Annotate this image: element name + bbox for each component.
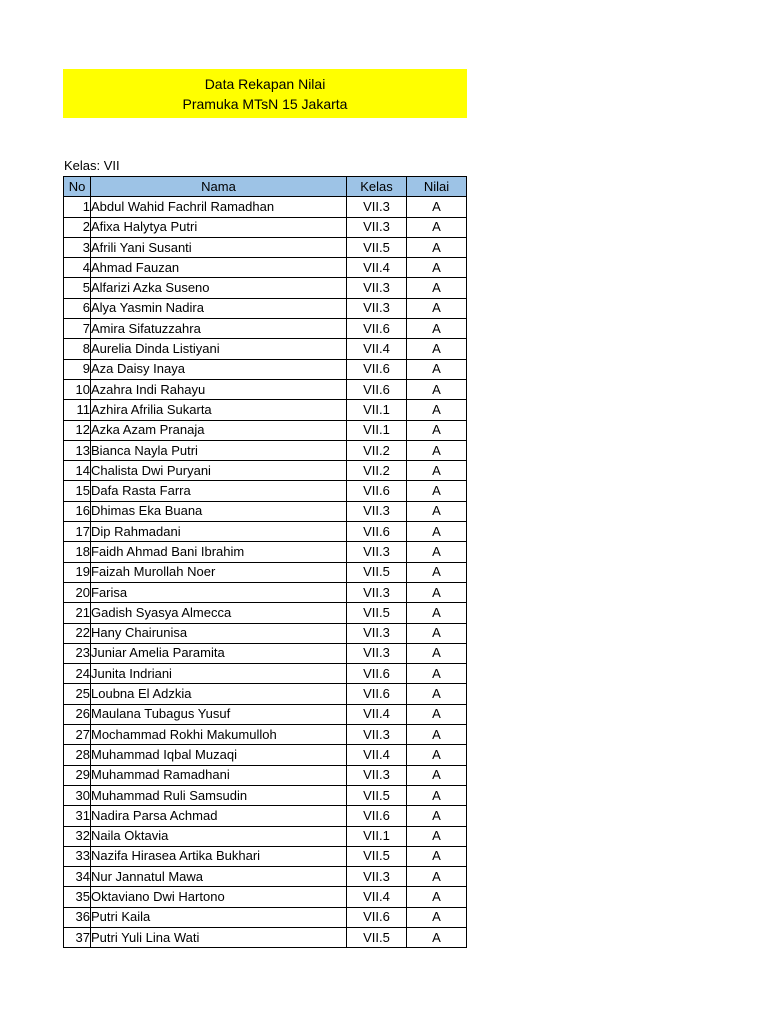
- grades-table: [63, 176, 467, 948]
- table-row: [64, 522, 467, 542]
- cell-nilai: A: [407, 684, 467, 704]
- cell-nama: Junita Indriani: [91, 664, 347, 684]
- cell-nilai: A: [407, 907, 467, 927]
- cell-kelas: VII.3: [347, 501, 407, 521]
- cell-nama: Farisa: [91, 582, 347, 602]
- cell-nama: Muhammad Ruli Samsudin: [91, 785, 347, 805]
- cell-no: 16: [64, 501, 91, 521]
- cell-kelas: VII.6: [347, 907, 407, 927]
- table-row: [64, 440, 467, 460]
- cell-nilai: A: [407, 826, 467, 846]
- cell-nilai: A: [407, 501, 467, 521]
- cell-nilai: A: [407, 278, 467, 298]
- header-no: No: [64, 177, 91, 197]
- cell-kelas: VII.5: [347, 562, 407, 582]
- cell-no: 31: [64, 806, 91, 826]
- cell-nama: Chalista Dwi Puryani: [91, 461, 347, 481]
- table-row: [64, 887, 467, 907]
- cell-nilai: A: [407, 867, 467, 887]
- cell-kelas: VII.6: [347, 684, 407, 704]
- cell-nilai: A: [407, 765, 467, 785]
- cell-kelas: VII.6: [347, 379, 407, 399]
- cell-no: 3: [64, 237, 91, 257]
- cell-kelas: VII.4: [347, 887, 407, 907]
- title-line-1: Data Rekapan Nilai: [204, 75, 326, 92]
- table-row: [64, 278, 467, 298]
- cell-nama: Aza Daisy Inaya: [91, 359, 347, 379]
- cell-nama: Nazifa Hirasea Artika Bukhari: [91, 846, 347, 866]
- cell-no: 28: [64, 745, 91, 765]
- cell-nilai: A: [407, 258, 467, 278]
- cell-nama: Muhammad Ramadhani: [91, 765, 347, 785]
- cell-no: 14: [64, 461, 91, 481]
- cell-no: 1: [64, 197, 91, 217]
- table-row: [64, 643, 467, 663]
- cell-kelas: VII.4: [347, 258, 407, 278]
- header-kelas: Kelas: [347, 177, 407, 197]
- cell-kelas: VII.6: [347, 806, 407, 826]
- cell-nilai: A: [407, 542, 467, 562]
- header-nilai: Nilai: [407, 177, 467, 197]
- class-label: Kelas: VII: [64, 158, 120, 173]
- cell-nilai: A: [407, 623, 467, 643]
- cell-kelas: VII.1: [347, 826, 407, 846]
- table-row: [64, 501, 467, 521]
- cell-nilai: A: [407, 562, 467, 582]
- table-row: [64, 319, 467, 339]
- cell-kelas: VII.3: [347, 278, 407, 298]
- table-row: [64, 664, 467, 684]
- table-row: [64, 542, 467, 562]
- cell-no: 35: [64, 887, 91, 907]
- table-row: [64, 704, 467, 724]
- cell-nama: Maulana Tubagus Yusuf: [91, 704, 347, 724]
- cell-no: 13: [64, 440, 91, 460]
- table-row: [64, 562, 467, 582]
- cell-nilai: A: [407, 440, 467, 460]
- cell-nama: Hany Chairunisa: [91, 623, 347, 643]
- cell-kelas: VII.5: [347, 846, 407, 866]
- table-row: [64, 339, 467, 359]
- table-row: [64, 745, 467, 765]
- cell-nilai: A: [407, 319, 467, 339]
- cell-no: 4: [64, 258, 91, 278]
- title-banner: [63, 69, 467, 118]
- cell-nilai: A: [407, 927, 467, 947]
- cell-no: 29: [64, 765, 91, 785]
- cell-nilai: A: [407, 339, 467, 359]
- cell-kelas: VII.2: [347, 461, 407, 481]
- table-row: [64, 379, 467, 399]
- cell-nama: Abdul Wahid Fachril Ramadhan: [91, 197, 347, 217]
- cell-kelas: VII.3: [347, 542, 407, 562]
- cell-nilai: A: [407, 745, 467, 765]
- cell-kelas: VII.4: [347, 704, 407, 724]
- cell-nama: Dhimas Eka Buana: [91, 501, 347, 521]
- cell-nama: Faizah Murollah Noer: [91, 562, 347, 582]
- table-row: [64, 298, 467, 318]
- cell-nama: Putri Yuli Lina Wati: [91, 927, 347, 947]
- cell-kelas: VII.6: [347, 359, 407, 379]
- cell-nama: Afrili Yani Susanti: [91, 237, 347, 257]
- cell-nama: Oktaviano Dwi Hartono: [91, 887, 347, 907]
- table-row: [64, 420, 467, 440]
- cell-kelas: VII.3: [347, 867, 407, 887]
- cell-no: 33: [64, 846, 91, 866]
- cell-no: 17: [64, 522, 91, 542]
- table-row: [64, 197, 467, 217]
- cell-no: 9: [64, 359, 91, 379]
- cell-kelas: VII.4: [347, 339, 407, 359]
- cell-nama: Azka Azam Pranaja: [91, 420, 347, 440]
- cell-nilai: A: [407, 481, 467, 501]
- cell-kelas: VII.3: [347, 765, 407, 785]
- cell-nilai: A: [407, 298, 467, 318]
- cell-nilai: A: [407, 582, 467, 602]
- cell-nama: Dafa Rasta Farra: [91, 481, 347, 501]
- cell-nilai: A: [407, 197, 467, 217]
- table-row: [64, 785, 467, 805]
- table-header-row: [64, 177, 467, 197]
- cell-nama: Alya Yasmin Nadira: [91, 298, 347, 318]
- cell-kelas: VII.6: [347, 319, 407, 339]
- cell-nilai: A: [407, 237, 467, 257]
- cell-nama: Bianca Nayla Putri: [91, 440, 347, 460]
- cell-nilai: A: [407, 379, 467, 399]
- title-line-2: Pramuka MTsN 15 Jakarta: [182, 95, 348, 112]
- table-row: [64, 359, 467, 379]
- cell-nilai: A: [407, 725, 467, 745]
- cell-no: 36: [64, 907, 91, 927]
- cell-nama: Mochammad Rokhi Makumulloh: [91, 725, 347, 745]
- cell-nama: Loubna El Adzkia: [91, 684, 347, 704]
- cell-nilai: A: [407, 400, 467, 420]
- table-row: [64, 846, 467, 866]
- cell-kelas: VII.3: [347, 643, 407, 663]
- cell-nama: Putri Kaila: [91, 907, 347, 927]
- table-row: [64, 623, 467, 643]
- cell-no: 12: [64, 420, 91, 440]
- cell-kelas: VII.1: [347, 400, 407, 420]
- table-row: [64, 927, 467, 947]
- cell-nilai: A: [407, 643, 467, 663]
- cell-no: 37: [64, 927, 91, 947]
- cell-nilai: A: [407, 420, 467, 440]
- cell-nama: Nur Jannatul Mawa: [91, 867, 347, 887]
- cell-kelas: VII.4: [347, 745, 407, 765]
- cell-no: 20: [64, 582, 91, 602]
- cell-no: 23: [64, 643, 91, 663]
- cell-kelas: VII.3: [347, 217, 407, 237]
- cell-nilai: A: [407, 522, 467, 542]
- cell-nama: Aurelia Dinda Listiyani: [91, 339, 347, 359]
- cell-nilai: A: [407, 846, 467, 866]
- header-nama: Nama: [91, 177, 347, 197]
- cell-no: 11: [64, 400, 91, 420]
- cell-kelas: VII.3: [347, 298, 407, 318]
- cell-nilai: A: [407, 887, 467, 907]
- cell-no: 34: [64, 867, 91, 887]
- cell-kelas: VII.6: [347, 664, 407, 684]
- cell-no: 21: [64, 603, 91, 623]
- cell-nilai: A: [407, 359, 467, 379]
- cell-kelas: VII.1: [347, 420, 407, 440]
- table-row: [64, 725, 467, 745]
- cell-nama: Alfarizi Azka Suseno: [91, 278, 347, 298]
- cell-no: 2: [64, 217, 91, 237]
- cell-kelas: VII.5: [347, 237, 407, 257]
- cell-nama: Afixa Halytya Putri: [91, 217, 347, 237]
- cell-nilai: A: [407, 785, 467, 805]
- cell-nilai: A: [407, 806, 467, 826]
- cell-nama: Azahra Indi Rahayu: [91, 379, 347, 399]
- cell-no: 6: [64, 298, 91, 318]
- cell-nama: Nadira Parsa Achmad: [91, 806, 347, 826]
- cell-nilai: A: [407, 664, 467, 684]
- cell-kelas: VII.3: [347, 582, 407, 602]
- table-row: [64, 907, 467, 927]
- table-row: [64, 806, 467, 826]
- cell-nama: Gadish Syasya Almecca: [91, 603, 347, 623]
- cell-kelas: VII.3: [347, 197, 407, 217]
- cell-kelas: VII.6: [347, 481, 407, 501]
- table-row: [64, 603, 467, 623]
- cell-no: 5: [64, 278, 91, 298]
- cell-nama: Azhira Afrilia Sukarta: [91, 400, 347, 420]
- table-row: [64, 684, 467, 704]
- table-row: [64, 867, 467, 887]
- table-row: [64, 765, 467, 785]
- table-body: [64, 197, 467, 948]
- cell-no: 10: [64, 379, 91, 399]
- cell-kelas: VII.5: [347, 603, 407, 623]
- cell-kelas: VII.2: [347, 440, 407, 460]
- cell-nama: Naila Oktavia: [91, 826, 347, 846]
- cell-no: 26: [64, 704, 91, 724]
- cell-nama: Juniar Amelia Paramita: [91, 643, 347, 663]
- cell-no: 19: [64, 562, 91, 582]
- cell-nilai: A: [407, 217, 467, 237]
- table-row: [64, 237, 467, 257]
- cell-no: 24: [64, 664, 91, 684]
- cell-no: 32: [64, 826, 91, 846]
- cell-kelas: VII.3: [347, 725, 407, 745]
- cell-nama: Faidh Ahmad Bani Ibrahim: [91, 542, 347, 562]
- cell-nilai: A: [407, 704, 467, 724]
- table-row: [64, 400, 467, 420]
- cell-kelas: VII.5: [347, 927, 407, 947]
- cell-no: 8: [64, 339, 91, 359]
- table-row: [64, 461, 467, 481]
- cell-no: 22: [64, 623, 91, 643]
- cell-no: 27: [64, 725, 91, 745]
- table-row: [64, 826, 467, 846]
- cell-kelas: VII.3: [347, 623, 407, 643]
- cell-nama: Amira Sifatuzzahra: [91, 319, 347, 339]
- cell-no: 30: [64, 785, 91, 805]
- table-row: [64, 582, 467, 602]
- cell-no: 25: [64, 684, 91, 704]
- cell-no: 18: [64, 542, 91, 562]
- cell-nilai: A: [407, 461, 467, 481]
- table-row: [64, 217, 467, 237]
- cell-no: 7: [64, 319, 91, 339]
- cell-nama: Ahmad Fauzan: [91, 258, 347, 278]
- cell-kelas: VII.6: [347, 522, 407, 542]
- cell-no: 15: [64, 481, 91, 501]
- table-row: [64, 481, 467, 501]
- table-row: [64, 258, 467, 278]
- cell-nama: Muhammad Iqbal Muzaqi: [91, 745, 347, 765]
- cell-kelas: VII.5: [347, 785, 407, 805]
- cell-nama: Dip Rahmadani: [91, 522, 347, 542]
- cell-nilai: A: [407, 603, 467, 623]
